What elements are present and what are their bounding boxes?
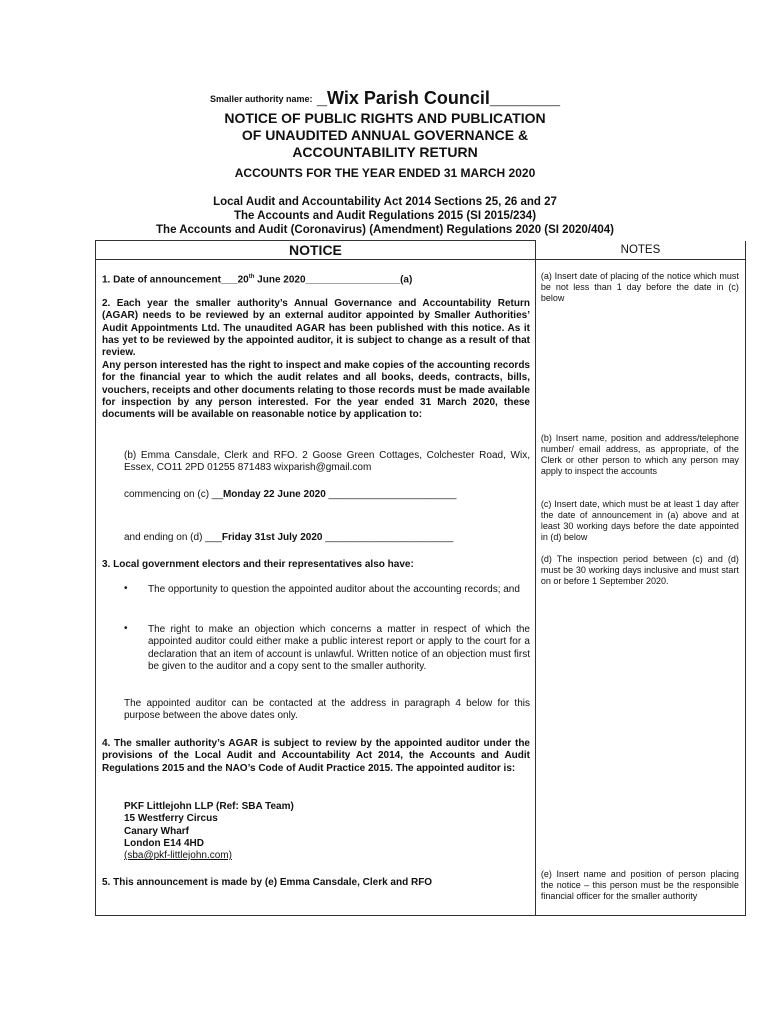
bullet-icon: •	[124, 623, 128, 634]
notes-header: NOTES	[535, 241, 745, 260]
paragraph-5: 5. This announcement is made by (e) Emma Cansdale, Clerk and RFO	[102, 877, 433, 888]
notice-header: NOTICE	[96, 241, 536, 260]
auditor-email[interactable]: (sba@pkf-littlejohn.com)	[124, 850, 232, 861]
paragraph-3: 3. Local government electors and their representatives also have:	[102, 559, 414, 570]
legislation	[0, 195, 770, 237]
note-d: (d) The inspection period between (c) and (d) must be 30 working days inclusive and must start on or before 1 September 2020.	[540, 554, 739, 586]
announcement-date: 1. Date of announcement___20th June 2020_________________(a)	[102, 274, 413, 286]
auditor-contact-note: The appointed auditor can be contacted at the address in paragraph 4 below for this purpose between the above dates only.	[124, 698, 530, 722]
commencing-date: commencing on (c) __Monday 22 June 2020 _______________________	[124, 489, 457, 500]
legislation-line: Local Audit and Accountability Act 2014 Sections 25, 26 and 27	[213, 196, 557, 208]
ending-date: and ending on (d) ___Friday 31st July 2020 _______________________	[124, 532, 454, 543]
notice-table	[95, 240, 746, 916]
contact-details: (b) Emma Cansdale, Clerk and RFO. 2 Goose Green Cottages, Colchester Road, Wix, Essex, CO11 2PD 01255 871483 wixparish@gmail.com	[124, 450, 530, 474]
notes-column	[535, 260, 745, 916]
legislation-line: The Accounts and Audit Regulations 2015 (SI 2015/234)	[233, 210, 537, 222]
bullet-icon: •	[124, 583, 128, 594]
accounts-year: ACCOUNTS FOR THE YEAR ENDED 31 MARCH 2020	[234, 166, 536, 180]
bullet-question: The opportunity to question the appointed auditor about the accounting records; and	[148, 584, 520, 595]
note-e: (e) Insert name and position of person placing the notice – this person must be the responsible financial officer for the smaller authority	[540, 869, 739, 901]
document-title	[0, 110, 770, 161]
auditor-address: PKF Littlejohn LLP (Ref: SBA Team) 15 Westferry Circus Canary Wharf London E14 4HD	[124, 801, 294, 849]
bullet-objection: The right to make an objection which concerns a matter in respect of which the appointed auditor could either make a public interest report or apply to the court for a declaration that an item of account is unlawful. Written notice of an objection must first be given to the auditor and a copy sent to the smaller authority.	[148, 624, 530, 672]
title-line: ACCOUNTABILITY RETURN	[292, 144, 478, 160]
title-line: NOTICE OF PUBLIC RIGHTS AND PUBLICATION	[224, 110, 546, 126]
paragraph-2: 2. Each year the smaller authority’s Annual Governance and Accountability Return (AGAR) needs to be reviewed by an external auditor appointed by Smaller Authorities’ Audit Appointments Ltd. The unaudited AGAR has been published with this notice. As it has yet to be reviewed by the appointed auditor, it is subject to change as a result of that review.	[102, 298, 530, 359]
authority-name-line	[0, 88, 770, 109]
note-c: (c) Insert date, which must be at least 1 day after the date of announcement in (a) above and at least 30 working days before the date appointed in (d) below	[540, 499, 739, 542]
paragraph-4: 4. The smaller authority’s AGAR is subject to review by the appointed auditor under the provisions of the Local Audit and Accountability Act 2014, the Accounts and Audit Regulations 2015 and the NAO’s Code of Audit Practice 2015. The appointed auditor is:	[102, 738, 530, 774]
legislation-line: The Accounts and Audit (Coronavirus) (Amendment) Regulations 2020 (SI 2020/404)	[156, 224, 614, 236]
notice-column	[96, 260, 536, 916]
authority-label: Smaller authority name:	[210, 94, 313, 104]
title-line: OF UNAUDITED ANNUAL GOVERNANCE &	[241, 127, 529, 143]
paragraph-2-inspection: Any person interested has the right to inspect and make copies of the accounting records for the financial year to which the audit relates and all books, deeds, contracts, bills, vouchers, receipts and other documents relating to those records must be made available for inspection by any person interested. For the year ended 31 March 2020, these documents will be available on reasonable notice by application to:	[102, 360, 530, 421]
authority-name: _Wix Parish Council_______	[317, 88, 560, 108]
note-b: (b) Insert name, position and address/telephone number/ email address, as appropriate, of the Clerk or other person to which any person may apply to inspect the accounts	[540, 433, 739, 476]
note-a: (a) Insert date of placing of the notice which must be not less than 1 day before the date in (c) below	[540, 271, 739, 303]
